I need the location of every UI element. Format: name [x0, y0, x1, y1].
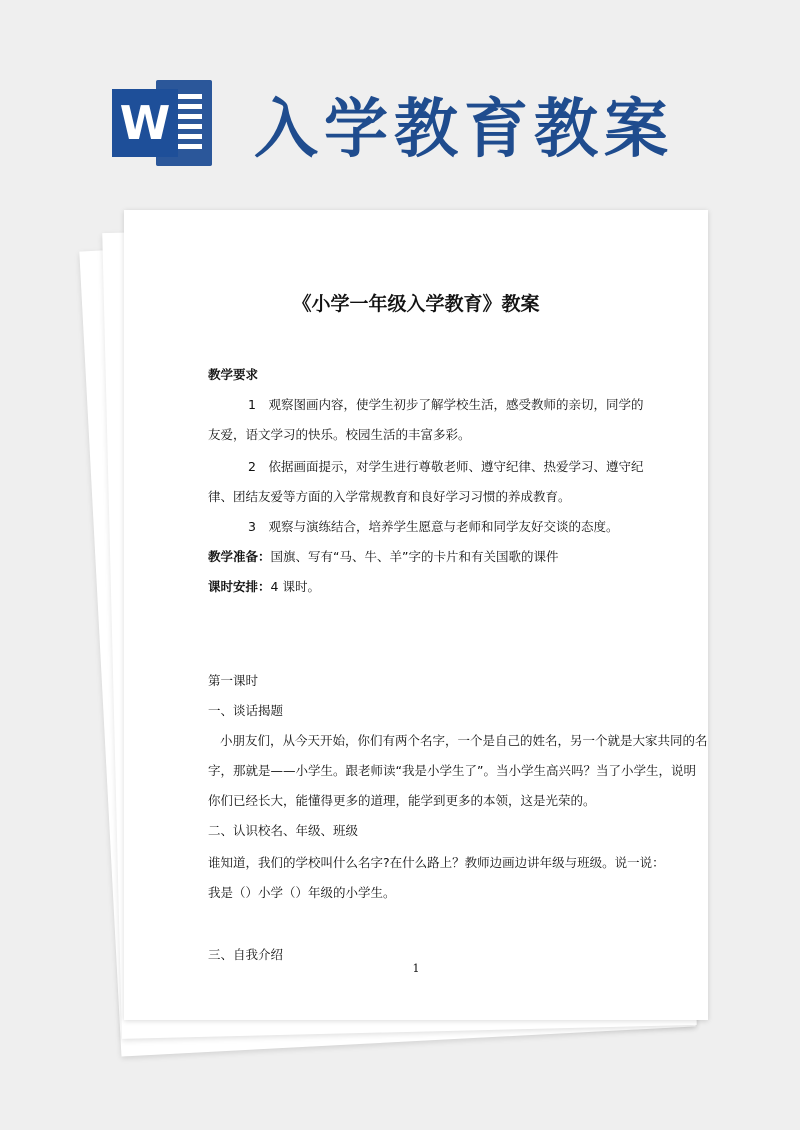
section-heading-requirements: 教学要求	[208, 367, 259, 382]
word-logo-letter: W	[112, 89, 178, 157]
document-page	[124, 210, 708, 1020]
section-two-heading: 二、认识校名、年级、班级	[208, 823, 359, 838]
lesson-heading: 第一课时	[208, 673, 259, 688]
requirement-1-line-1: 1 观察图画内容，使学生初步了解学校生活，感受教师的亲切，同学的	[248, 397, 644, 412]
preparation-label: 教学准备：	[208, 549, 271, 564]
class-schedule	[208, 578, 320, 596]
teaching-preparation	[208, 548, 558, 566]
section-one-para-line-3: 你们已经长大，能懂得更多的道理，能学到更多的本领，这是光荣的。	[208, 793, 596, 808]
page-number: 1	[412, 962, 420, 975]
requirement-2-line-2: 律、团结友爱等方面的入学常规教育和良好学习习惯的养成教育。	[208, 489, 571, 504]
word-icon	[112, 80, 212, 166]
section-one-para-line-2: 字，那就是——小学生。跟老师读“我是小学生了”。当小学生高兴吗？当了小学生，说明	[208, 763, 696, 778]
document-title: 《小学一年级入学教育》教案	[292, 293, 540, 315]
requirement-1-line-2: 友爱，语文学习的快乐。校园生活的丰富多彩。	[208, 427, 471, 442]
schedule-label: 课时安排：	[208, 579, 271, 594]
requirement-3: 3 观察与演练结合，培养学生愿意与老师和同学友好交谈的态度。	[248, 519, 619, 534]
section-two-para-line-2: 我是（）小学（）年级的小学生。	[208, 885, 396, 900]
banner	[0, 0, 800, 200]
preparation-text: 国旗、写有“马、牛、羊”字的卡片和有关国歌的课件	[270, 549, 559, 564]
section-one-para-line-1: 小朋友们，从今天开始，你们有两个名字，一个是自己的姓名，另一个就是大家共同的名	[220, 733, 708, 748]
banner-title: 入学教育教案	[254, 93, 674, 167]
section-two-para-line-1: 谁知道，我们的学校叫什么名字?在什么路上？教师边画边讲年级与班级。说一说：	[208, 855, 665, 870]
schedule-text: 4 课时。	[270, 579, 320, 594]
section-one-heading: 一、谈话揭题	[208, 703, 284, 718]
requirement-2-line-1: 2 依据画面提示，对学生进行尊敬老师、遵守纪律、热爱学习、遵守纪	[248, 459, 644, 474]
section-three-heading: 三、自我介绍	[208, 947, 284, 962]
